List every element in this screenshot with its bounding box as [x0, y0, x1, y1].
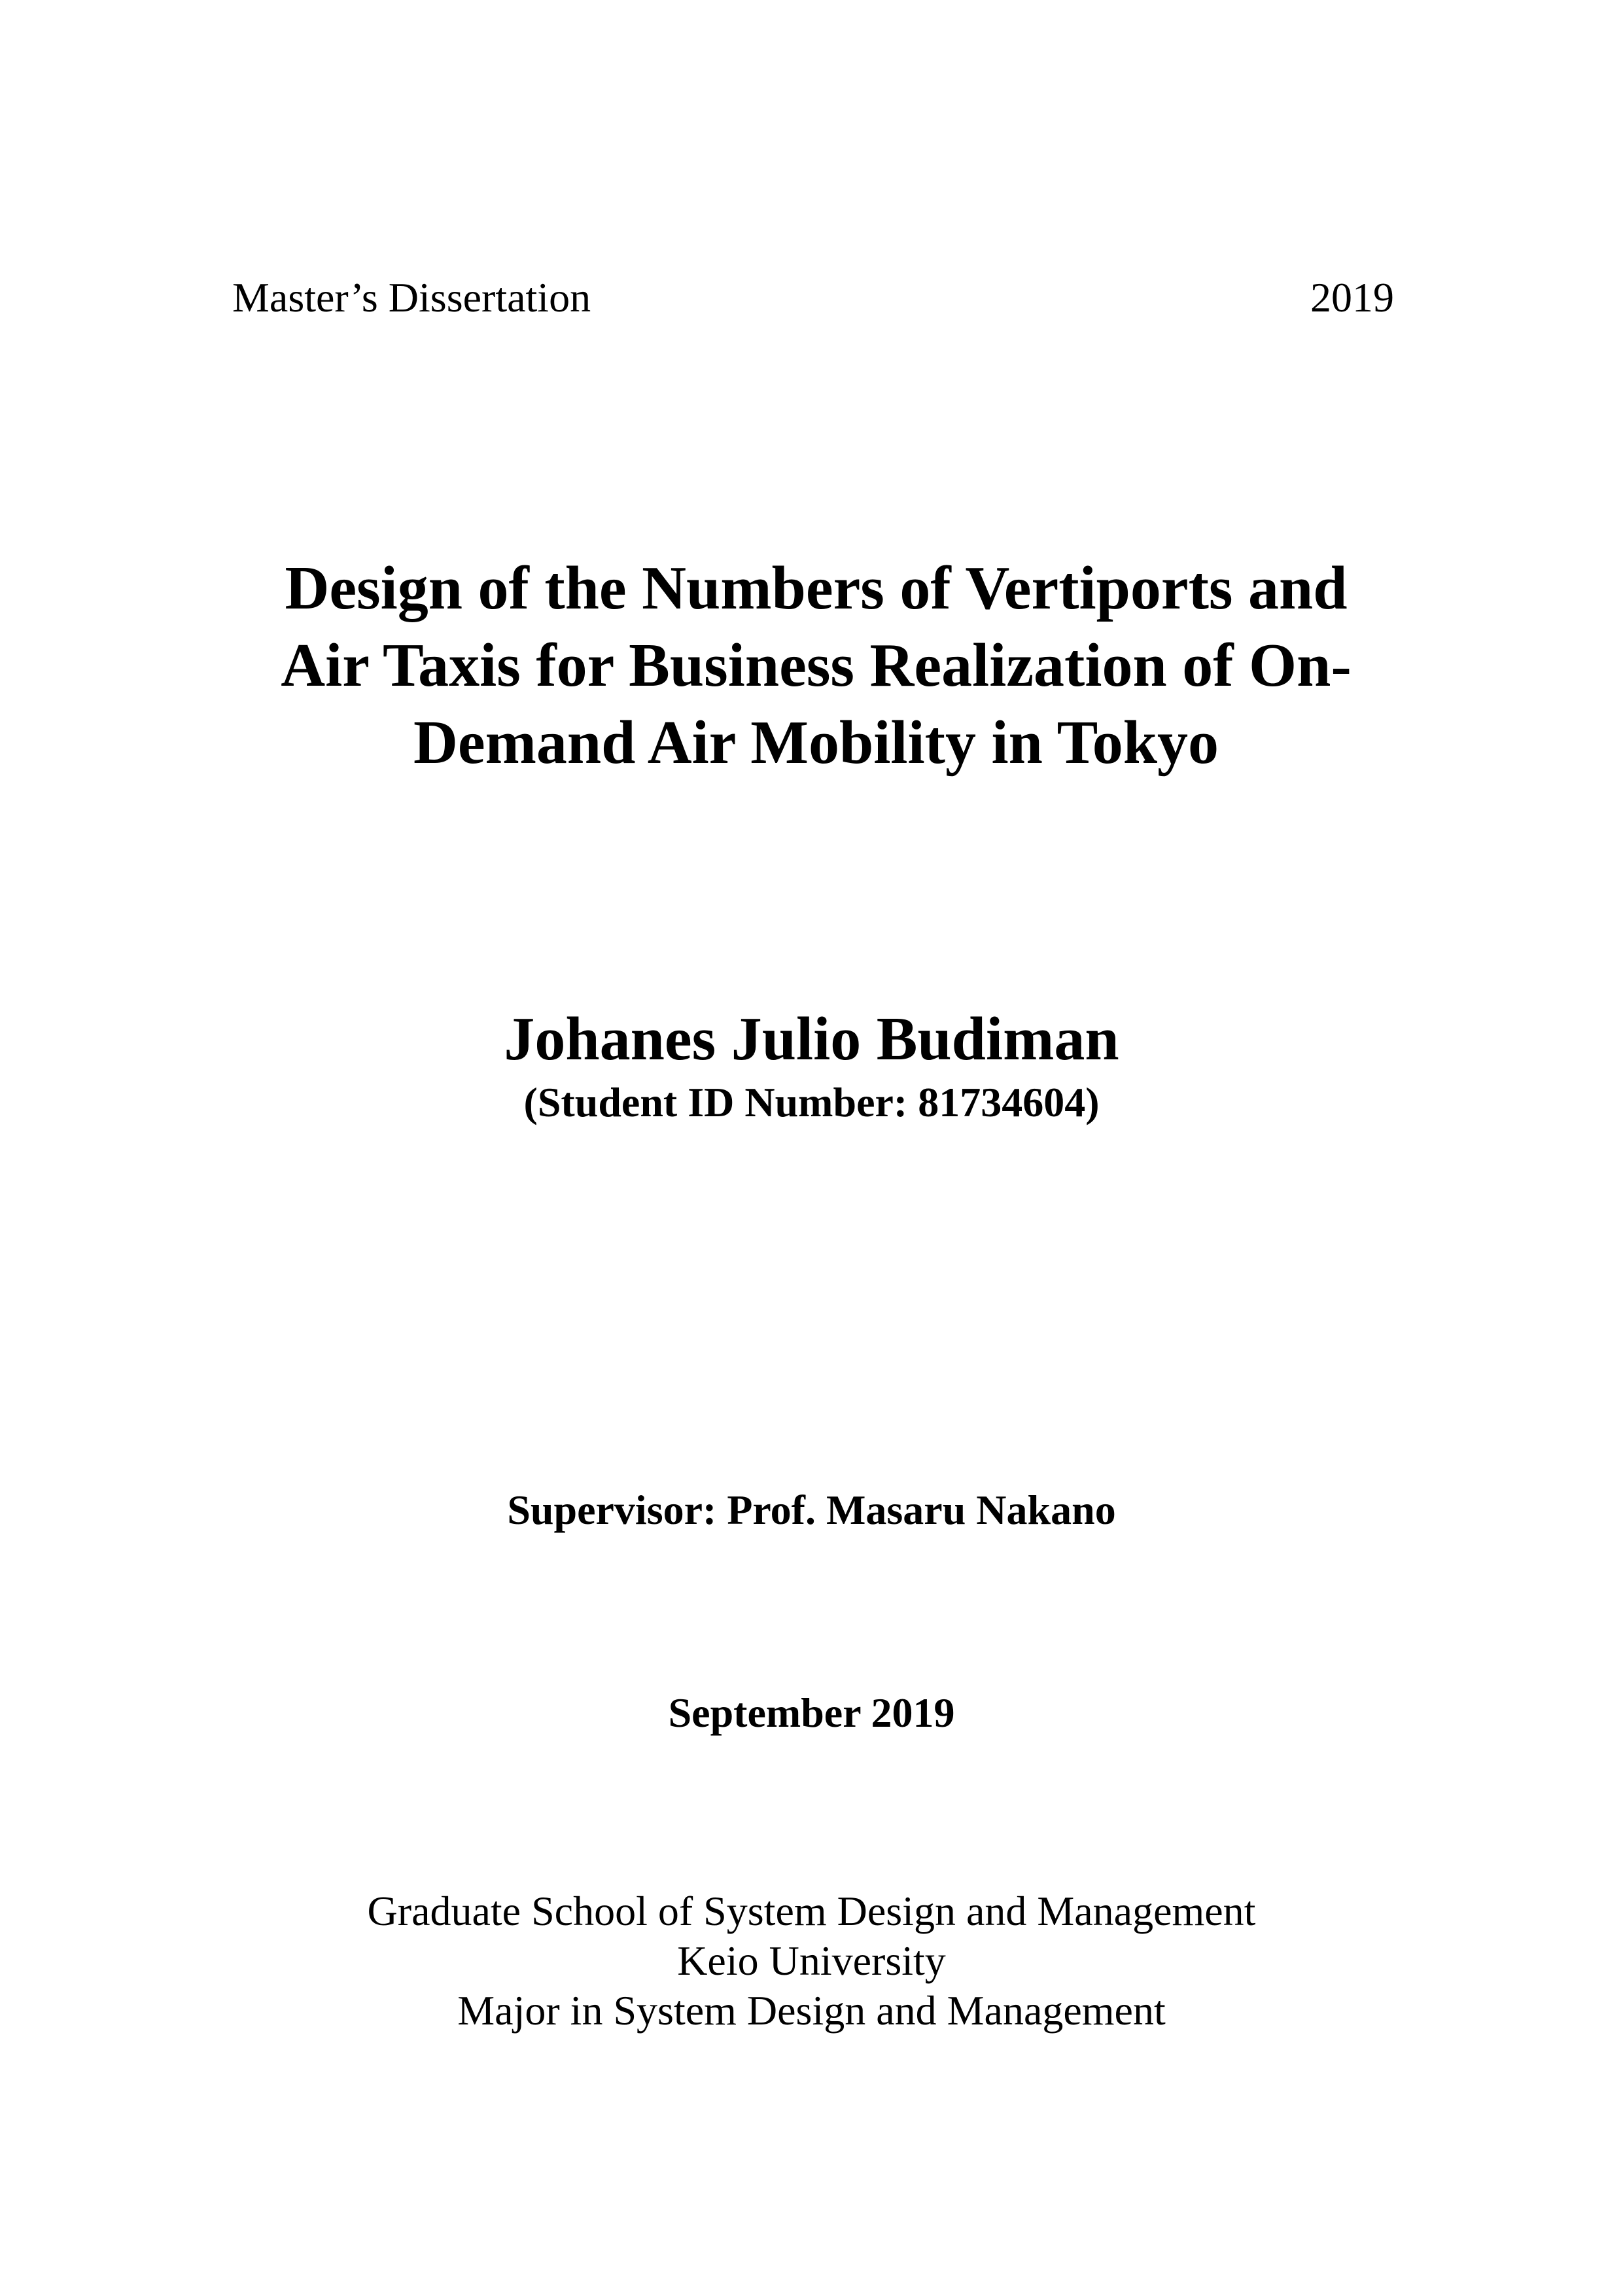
affiliation-line: Keio University — [677, 1937, 946, 1984]
header-year: 2019 — [1310, 274, 1394, 321]
supervisor: Supervisor: Prof. Masaru Nakano — [507, 1487, 1116, 1533]
student-id: (Student ID Number: 81734604) — [523, 1079, 1100, 1125]
dissertation-title — [216, 550, 1416, 781]
affiliation — [0, 1886, 1623, 2036]
title-line: Design of the Numbers of Vertiports and — [285, 554, 1348, 622]
title-line: Demand Air Mobility in Tokyo — [413, 709, 1219, 777]
affiliation-line: Major in System Design and Management — [457, 1987, 1166, 2034]
affiliation-line: Graduate School of System Design and Management — [367, 1888, 1256, 1934]
author-name: Johanes Julio Budiman — [504, 1005, 1119, 1073]
title-line: Air Taxis for Business Realization of On- — [281, 631, 1352, 699]
submission-date: September 2019 — [668, 1689, 955, 1736]
dissertation-type: Master’s Dissertation — [232, 274, 591, 321]
